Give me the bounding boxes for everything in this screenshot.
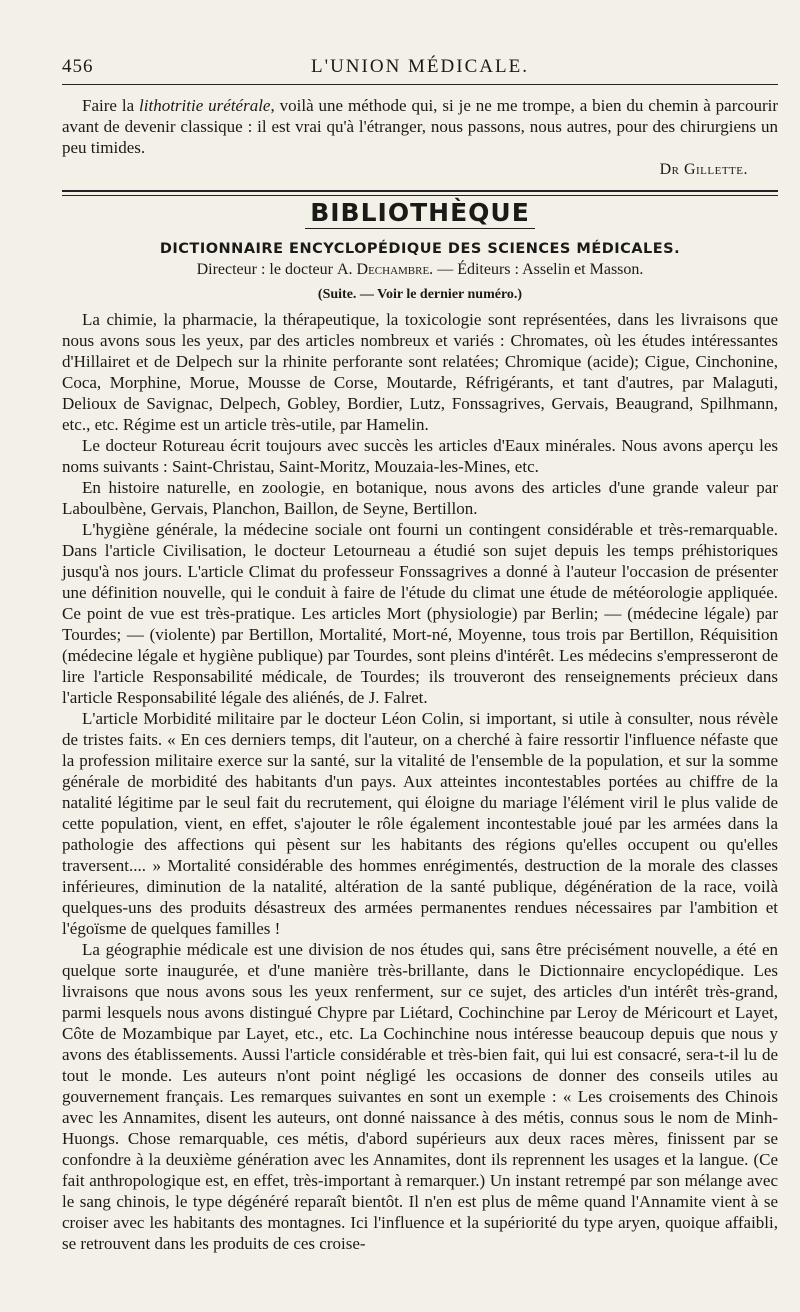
journal-title: L'UNION MÉDICALE. (311, 56, 529, 77)
paragraph-natural-history: En histoire naturelle, en zoologie, en botanique, nous avons des articles d'une grande valeur par Laboulbène, Gervais, Planchon, Baillon, de Seyne, Bertillon. (62, 478, 778, 518)
author-signature: Dr Gillette. (659, 161, 748, 178)
paragraph-mineral-waters: Le docteur Rotureau écrit toujours avec succès les articles d'Eaux minérales. Nous avons aperçu les noms suivants : Saint-Christau, Saint-Moritz, Mouzaia-les-Mines, etc. (62, 436, 778, 476)
paragraph-medical-geography: La géographie médicale est une division de nos études qui, sans être précisément nouvelle, a été en quelque sorte inaugurée, et d'une manière très-brillante, dans le Dictionnaire encyclopédique. Les livraisons que nous avons sous les yeux renferment, sur ce sujet, des articles d'un intérêt très-grand, parmi lesquels nous avons distingué Chypre par Liétard, Cochinchine par Leroy de Méricourt et Layet, Côte de Mozambique par Layet, etc., etc. La Cochinchine nous intéresse beaucoup depuis que nous y avons des établissements. Aussi l'article considérable et très-bien fait, qui lui est consacré, sera-t-il lu de tout le monde. Les auteurs n'ont point négligé les occasions de donner des conseils utiles au gouvernement français. Les remarques suivantes en sont un exemple : « Les croisements des Chinois avec les Annamites, disent les auteurs, ont donné naissance à des métis, connus sous le nom de Minh-Huongs. Chose remarquable, ces métis, d'abord supérieurs aux deux races mères, finissent par se confondre à la deuxième génération avec les Annamites, dont ils reprennent les usages et la langue. (Ce fait anthropologique est, en effet, très-important à remarquer.) Un instant retrempé par son mélange avec le sang chinois, le type dégénéré reparaît bientôt. Il n'en est plus de même quand l'Annamite vient à se croiser avec les habitants des montagnes. Ici l'influence et la supériorité du type aryen, quoique affaibli, se retrouvent dans les produits de ces croise- (62, 940, 778, 1253)
page-number: 456 (62, 56, 94, 77)
section-title: BIBLIOTHÈQUE (310, 198, 530, 227)
paragraph-hygiene: L'hygiène générale, la médecine sociale ont fourni un contingent considérable et très-remarquable. Dans l'article Civilisation, le docteur Letourneau a étudié son sujet depuis les temps préhistoriques jusqu'à nos jours. L'article Climat du professeur Fonssagrives a donné à l'auteur l'occasion de présenter une définition nouvelle, qui le conduit à faire de l'étude du climat une étude de météorologie appliquée. Ce point de vue est très-pratique. Les articles Mort (physiologie) par Berlin; — (médecine légale) par Tourdes; — (violente) par Bertillon, Mortalité, Mort-né, Moyenne, tous trois par Bertillon, Réquisition (médecine légale et hygiène publique) par Tourdes, sont pleins d'intérêt. Les médecins s'empresseront de lire l'article Responsabilité médicale, de Tourdes; ils trouveront des renseignements précieux dans l'article Responsabilité légale des aliénés, de J. Falret. (62, 520, 778, 707)
running-header (62, 56, 778, 85)
book-title: DICTIONNAIRE ENCYCLOPÉDIQUE DES SCIENCES MÉDICALES. (159, 241, 681, 257)
continuation-note: (Suite. — Voir le dernier numéro.) (317, 287, 523, 302)
article-body (62, 309, 778, 1254)
director-name: A. Dechambre. (336, 261, 434, 278)
paragraph-chemistry: La chimie, la pharmacie, la thérapeutique, la toxicologie sont représentées, dans les livraisons que nous avons sous les yeux, par des articles nombreux et variés : Chromates, où les études intéressantes d'Hillairet et de Delpech sur la rhinite perforante sont relatées; Chromique (acide); Cigue, Cinchonine, Coca, Morphine, Morue, Mousse de Corse, Moutarde, Réfrigérants, et tant d'autres, par Malaguti, Delioux de Savignac, Delpech, Gobley, Bordier, Lutz, Fonssagrives, Gervais, Beaugrand, Spilhmann, etc., etc. Régime est un article très-utile, par Hamelin. (62, 310, 778, 434)
section-divider (62, 190, 778, 196)
title-underline (305, 228, 535, 229)
book-meta: Directeur : le docteur A. Dechambre. — Éditeurs : Asselin et Masson. (196, 261, 644, 278)
intro-paragraph: Faire la lithotritie urétérale, voilà une méthode qui, si je ne me trompe, a bien du chemin à parcourir avant de devenir classique : il est vrai qu'à l'étranger, nous passons, nous autres, pour des chirurgiens un peu timides. (62, 96, 778, 157)
paragraph-military-morbidity: L'article Morbidité militaire par le docteur Léon Colin, si important, si utile à consulter, nous révèle de tristes faits. « En ces derniers temps, dit l'auteur, on a cherché à faire ressortir l'influence néfaste que la profession militaire exerce sur la santé, sur la vitalité de l'ensemble de la population, et sur la somme générale de morbidité des habitants d'un pays. Aux atteintes incontestables portées au chiffre de la natalité légitime par le seul fait du recrutement, qui éloigne du mariage l'élément viril le plus valide de cette population, vient, en effet, s'ajouter le rôle également incontestable joué par les armées dans la pathologie des affections qui pèsent sur les habitants des régions qu'elles occupent ou qu'elles traversent.... » Mortalité considérable des hommes enrégimentés, destruction de la morale des classes inférieures, diminution de la natalité, altération de la santé publique, dégénération de la race, voilà quelques-uns des produits désastreux des armées permanentes rendues nécessaires par l'ambition et l'égoïsme de quelques familles ! (62, 709, 778, 938)
intro-italic-term: lithotritie urétérale (139, 96, 271, 115)
